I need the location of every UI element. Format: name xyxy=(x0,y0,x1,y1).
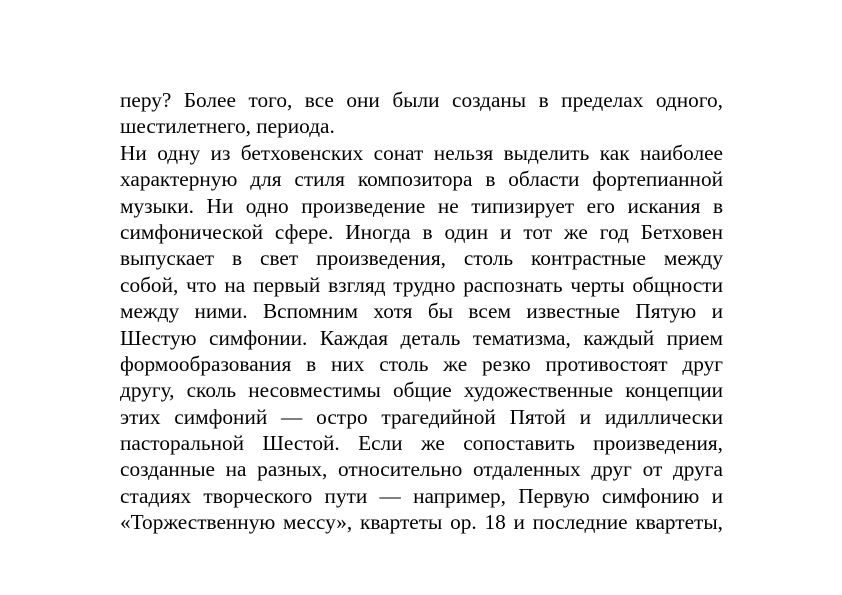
paragraph-2 xyxy=(120,140,723,536)
text-line: формообразования в них столь же резко противостоят друг xyxy=(120,351,723,376)
text-line: пасторальной Шестой. Если же сопоставить произведения, xyxy=(120,431,723,456)
text-line: Шестую симфонии. Каждая деталь тематизма, каждый прием xyxy=(120,325,723,350)
text-line: другу, сколь несовместимы общие художественные концепции xyxy=(120,378,723,403)
text-line: шестилетнего, периода. xyxy=(120,114,335,139)
text-line: стадиях творческого пути — например, Первую симфонию и xyxy=(120,483,723,508)
text-line: перу? Более того, все они были созданы в пределах одного, xyxy=(120,88,723,112)
body-text xyxy=(120,87,723,536)
text-line: выпускает в свет произведения, столь контрастные между xyxy=(120,246,723,271)
text-line: музыки. Ни одно произведение не типизирует его искания в xyxy=(120,193,723,218)
text-line: симфонической сфере. Иногда в один и тот же год Бетховен xyxy=(120,219,723,244)
text-line: характерную для стиля композитора в области фортепианной xyxy=(120,167,723,192)
text-line: между ними. Вспомним хотя бы всем известные Пятую и xyxy=(120,299,723,324)
text-line: собой, что на первый взгляд трудно распознать черты общности xyxy=(120,272,723,297)
paragraph-1 xyxy=(120,87,723,140)
text-line: этих симфоний — остро трагедийной Пятой и идиллически xyxy=(120,404,723,429)
text-line: Ни одну из бетховенских сонат нельзя выделить как наиболее xyxy=(120,140,723,165)
text-line: «Торжественную мессу», квартеты ор. 18 и последние квартеты, xyxy=(120,510,723,535)
text-line: созданные на разных, относительно отдаленных друг от друга xyxy=(120,457,723,482)
